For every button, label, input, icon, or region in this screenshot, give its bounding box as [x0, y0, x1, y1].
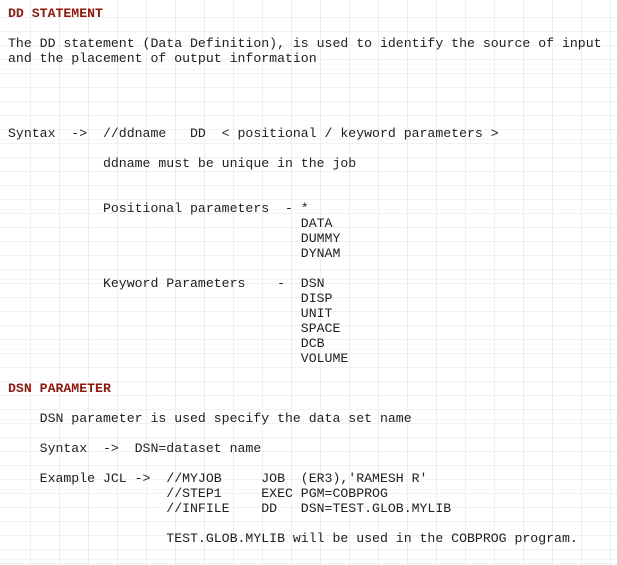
- text-line: and the placement of output information: [8, 51, 317, 66]
- text-line: Example JCL -> //MYJOB JOB (ER3),'RAMESH R': [8, 471, 428, 486]
- text-line: UNIT: [8, 306, 333, 321]
- text-line: [8, 366, 602, 381]
- text-line: DCB: [8, 336, 325, 351]
- text-line: [8, 66, 602, 81]
- text-line: Positional parameters - *: [8, 201, 309, 216]
- text-line: Syntax -> DSN=dataset name: [8, 441, 262, 456]
- text-line: [8, 171, 602, 186]
- text-line: [8, 141, 602, 156]
- text-line: Syntax -> //ddname DD < positional / keyword parameters >: [8, 126, 499, 141]
- text-line: [8, 21, 602, 36]
- text-line: [8, 186, 602, 201]
- text-line: DUMMY: [8, 231, 341, 246]
- text-line: [8, 396, 602, 411]
- text-line: [8, 456, 602, 471]
- text-line: DATA: [8, 216, 333, 231]
- text-line: SPACE: [8, 321, 341, 336]
- text-line: [8, 516, 602, 531]
- text-line: [8, 111, 602, 126]
- text-line: //INFILE DD DSN=TEST.GLOB.MYLIB: [8, 501, 452, 516]
- text-line: TEST.GLOB.MYLIB will be used in the COBPROG program.: [8, 531, 578, 546]
- text-line: The DD statement (Data Definition), is used to identify the source of input: [8, 36, 602, 51]
- text-line: [8, 426, 602, 441]
- text-line: Keyword Parameters - DSN: [8, 276, 325, 291]
- text-line: DISP: [8, 291, 333, 306]
- text-line: [8, 81, 602, 96]
- text-line: ddname must be unique in the job: [8, 156, 357, 171]
- text-line: DYNAM: [8, 246, 341, 261]
- text-line: [8, 96, 602, 111]
- section-heading: DD STATEMENT: [8, 6, 103, 21]
- text-line: //STEP1 EXEC PGM=COBPROG: [8, 486, 388, 501]
- text-line: DSN parameter is used specify the data set name: [8, 411, 412, 426]
- text-line: VOLUME: [8, 351, 349, 366]
- section-heading: DSN PARAMETER: [8, 381, 111, 396]
- text-line: [8, 261, 602, 276]
